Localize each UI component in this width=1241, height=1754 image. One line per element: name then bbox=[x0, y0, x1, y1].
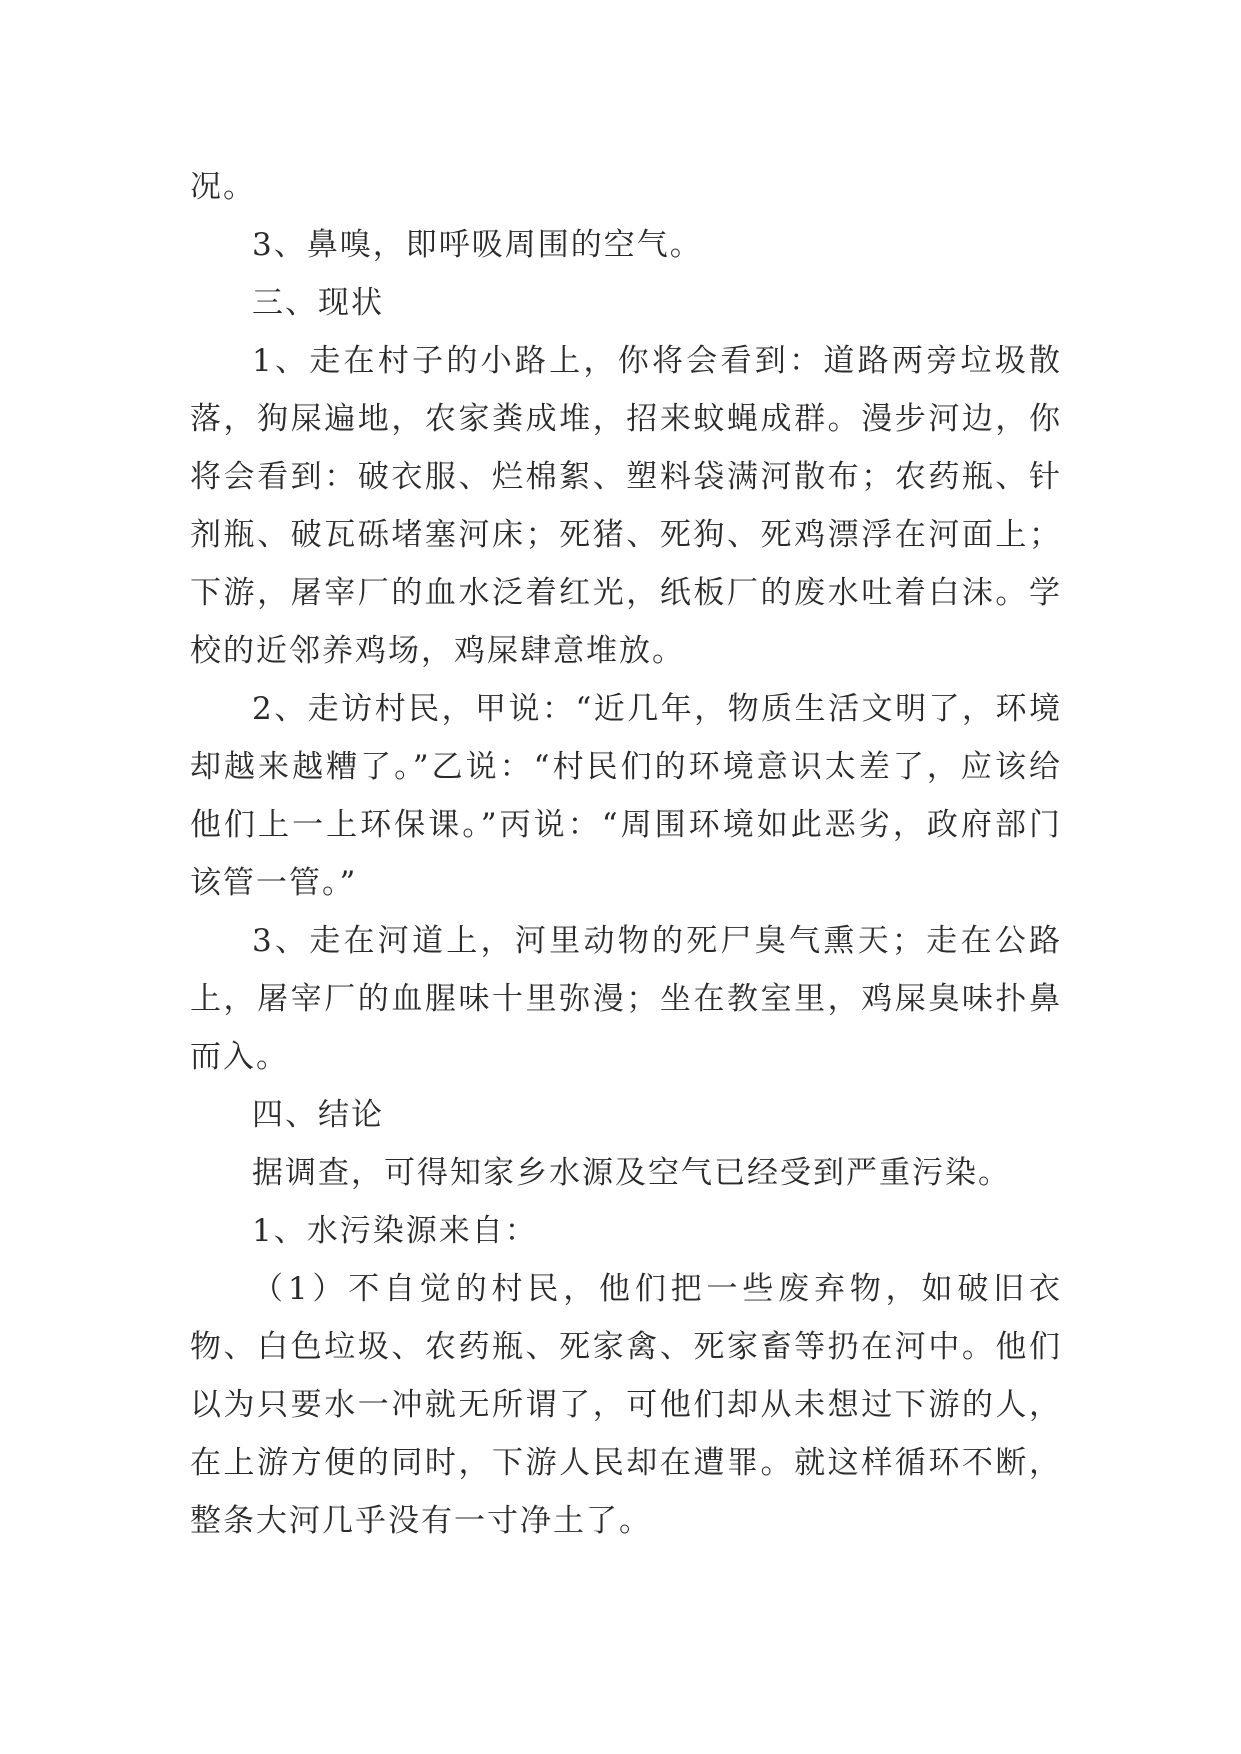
paragraph-status-1: 1、走在村子的小路上，你将会看到：道路两旁垃圾散落，狗屎遍地，农家粪成堆，招来蚊蝇成群。漫步河边，你将会看到：破衣服、烂棉絮、塑料袋满河散布；农药瓶、针剂瓶、破瓦砾堵塞河床；死猪、死狗、死鸡漂浮在河面上；下游，屠宰厂的血水泛着红光，纸板厂的废水吐着白沫。学校的近邻养鸡场，鸡屎肆意堆放。 bbox=[190, 343, 1062, 669]
paragraph-status-3: 3、走在河道上，河里动物的死尸臭气熏天；走在公路上，屠宰厂的血腥味十里弥漫；坐在教室里，鸡屎臭味扑鼻而入。 bbox=[190, 923, 1062, 1075]
paragraph-conclusion-intro: 据调查，可得知家乡水源及空气已经受到严重污染。 bbox=[252, 1155, 1011, 1191]
section-heading-status: 三、现状 bbox=[252, 285, 384, 321]
paragraph-water-pollution-sources: 1、水污染源来自： bbox=[252, 1213, 538, 1249]
section-heading-conclusion: 四、结论 bbox=[252, 1097, 384, 1133]
paragraph-continuation: 况。 bbox=[190, 169, 256, 205]
paragraph-status-2: 2、走访村民，甲说：“近几年，物质生活文明了，环境却越来越糟了。”乙说：“村民们的环境意识太差了，应该给他们上一上环保课。”丙说：“周围环境如此恶劣，政府部门该管一管。” bbox=[190, 691, 1062, 901]
document-body bbox=[190, 158, 1062, 1550]
paragraph-item-3-smell: 3、鼻嗅，即呼吸周围的空气。 bbox=[252, 227, 703, 263]
paragraph-source-villagers: （1）不自觉的村民，他们把一些废弃物，如破旧衣物、白色垃圾、农药瓶、死家禽、死家畜等扔在河中。他们以为只要水一冲就无所谓了，可他们却从未想过下游的人，在上游方便的同时，下游人民却在遭罪。就这样循环不断，整条大河几乎没有一寸净土了。 bbox=[190, 1271, 1062, 1539]
